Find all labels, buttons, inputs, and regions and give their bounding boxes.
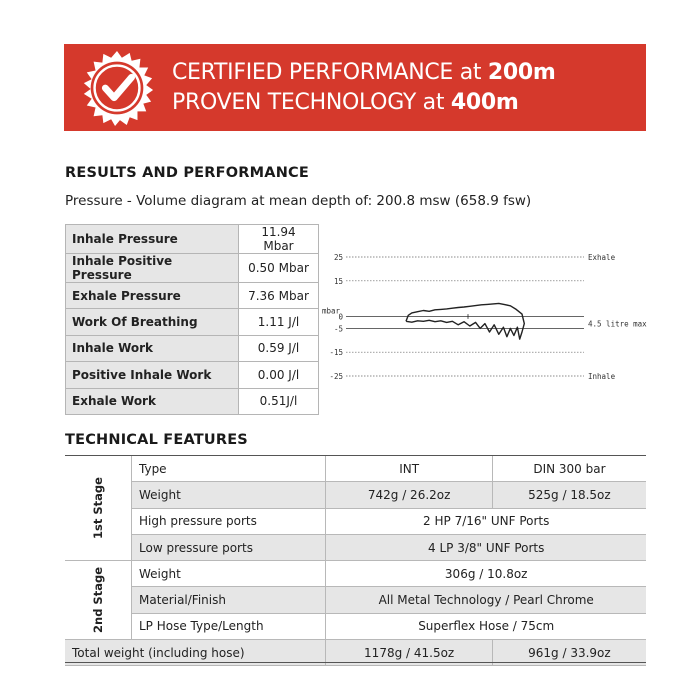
checkmark-seal-icon	[78, 49, 156, 127]
table-row	[65, 482, 646, 508]
technical-title: TECHNICAL FEATURES	[65, 432, 248, 448]
results-value: 1.11 J/l	[239, 309, 319, 335]
results-subtitle: Pressure - Volume diagram at mean depth of: 200.8 msw (658.9 fsw)	[65, 193, 532, 209]
technical-bottom-rule	[65, 662, 646, 663]
y-tick-label: 15	[333, 276, 343, 286]
results-row	[66, 362, 319, 388]
banner-line-1-depth: 200m	[487, 60, 556, 85]
results-label: Inhale Work	[66, 335, 239, 361]
banner-line-2-depth: 400m	[450, 90, 519, 115]
row-value: 4 LP 3/8" UNF Ports	[326, 534, 646, 560]
stage-2-label: 2nd Stage	[91, 567, 105, 634]
row-value: 306g / 10.8oz	[326, 561, 646, 587]
results-label: Positive Inhale Work	[66, 362, 239, 388]
total-value-int: 1178g / 41.5oz	[326, 640, 492, 666]
table-row	[65, 508, 646, 534]
table-row	[65, 534, 646, 560]
banner-line-2-text: PROVEN TECHNOLOGY at	[172, 90, 451, 115]
results-row	[66, 254, 319, 283]
inhale-annotation: Inhale	[588, 372, 616, 381]
row-label: Weight	[132, 482, 326, 508]
results-row	[66, 388, 319, 414]
row-value-din: DIN 300 bar	[492, 456, 646, 482]
y-tick-label: 25	[333, 253, 343, 262]
results-row	[66, 335, 319, 361]
banner-line-1	[172, 58, 556, 88]
row-label: Low pressure ports	[132, 534, 326, 560]
results-label: Inhale Pressure	[66, 225, 239, 254]
row-value: Superflex Hose / 75cm	[326, 613, 646, 639]
table-row	[65, 456, 646, 482]
results-row	[66, 225, 319, 254]
certification-banner	[64, 44, 646, 131]
results-title: RESULTS AND PERFORMANCE	[65, 165, 309, 181]
breathing-loop-line	[406, 303, 524, 339]
results-value: 11.94 Mbar	[239, 225, 319, 254]
results-value: 7.36 Mbar	[239, 283, 319, 309]
results-label: Inhale Positive Pressure	[66, 254, 239, 283]
row-label: LP Hose Type/Length	[132, 613, 326, 639]
results-value: 0.51J/l	[239, 388, 319, 414]
row-label: Material/Finish	[132, 587, 326, 613]
row-label: High pressure ports	[132, 508, 326, 534]
row-label: Weight	[132, 561, 326, 587]
results-value: 0.59 J/l	[239, 335, 319, 361]
results-label: Work Of Breathing	[66, 309, 239, 335]
table-row	[65, 587, 646, 613]
total-label: Total weight (including hose)	[65, 640, 326, 666]
total-value-din: 961g / 33.9oz	[492, 640, 646, 666]
row-label: Type	[132, 456, 326, 482]
y-tick-label: 0	[338, 312, 343, 322]
row-value-din: 525g / 18.5oz	[492, 482, 646, 508]
row-value: 2 HP 7/16" UNF Ports	[326, 508, 646, 534]
stage-1-cell	[65, 456, 132, 561]
table-row	[65, 561, 646, 587]
results-row	[66, 283, 319, 309]
table-row	[65, 613, 646, 639]
banner-line-2	[172, 88, 556, 118]
banner-headline	[172, 58, 556, 118]
y-axis-label: mbar	[322, 306, 341, 316]
technical-table	[65, 456, 646, 666]
results-label: Exhale Pressure	[66, 283, 239, 309]
banner-line-1-text: CERTIFIED PERFORMANCE at	[172, 60, 488, 85]
results-value: 0.50 Mbar	[239, 254, 319, 283]
results-value: 0.00 J/l	[239, 362, 319, 388]
results-row	[66, 309, 319, 335]
volume-annotation: 4.5 litre max	[588, 319, 647, 329]
stage-1-label: 1st Stage	[90, 477, 105, 540]
row-value-int: INT	[326, 456, 492, 482]
stage-2-cell	[65, 561, 132, 640]
exhale-annotation: Exhale	[588, 253, 616, 262]
results-table	[65, 224, 319, 415]
pressure-volume-chart	[318, 245, 660, 385]
y-tick-label: -25	[329, 372, 343, 381]
y-tick-label: -15	[329, 348, 343, 358]
row-value-int: 742g / 26.2oz	[326, 482, 492, 508]
results-label: Exhale Work	[66, 388, 239, 414]
y-tick-label: -5	[333, 324, 343, 334]
row-value: All Metal Technology / Pearl Chrome	[326, 587, 646, 613]
